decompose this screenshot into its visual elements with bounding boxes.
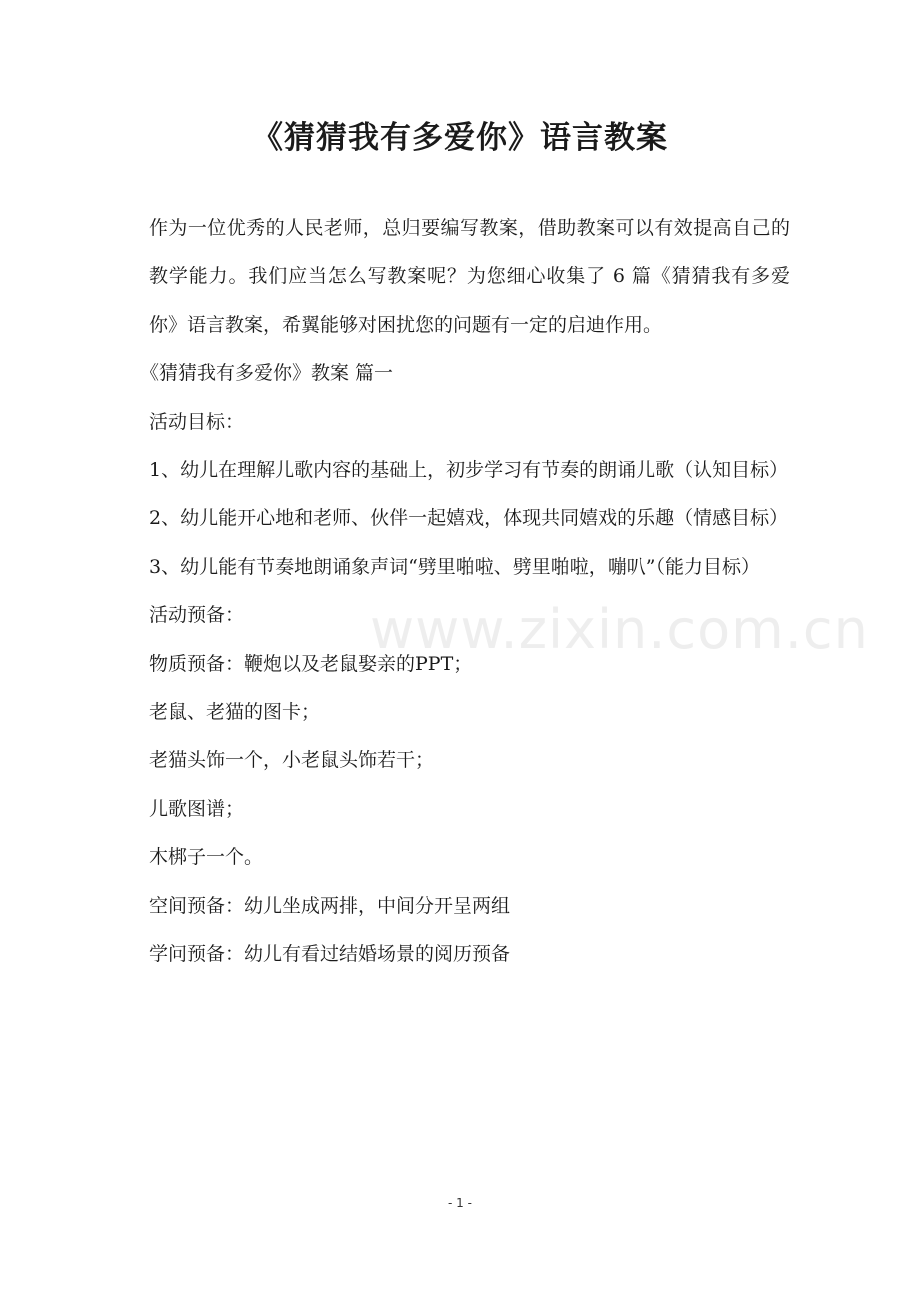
- page-number: - 1 -: [448, 1196, 472, 1210]
- activity-prep-heading: 活动预备：: [149, 604, 245, 627]
- prep-item-material: 物质预备：鞭炮以及老鼠娶亲的PPT；: [149, 652, 473, 675]
- goal-item-2: 2、幼儿能开心地和老师、伙伴一起嬉戏，体现共同嬉戏的乐趣（情感目标）: [149, 507, 789, 530]
- prep-item-cards: 老鼠、老猫的图卡；: [149, 701, 321, 724]
- goal-item-3: 3、幼儿能有节奏地朗诵象声词“劈里啪啦、劈里啪啦，嘣叭”（能力目标）: [149, 555, 761, 578]
- intro-paragraph: 作为一位优秀的人民老师，总归要编写教案，借助教案可以有效提高自己的教学能力。我们应当怎么写教案呢？为您细心收集了 6 篇《猜猜我有多爱你》语言教案，希翼能够对困扰您的问题有一定的启迪作用。: [149, 217, 790, 336]
- document-body: [140, 204, 790, 979]
- section-heading: 《猜猜我有多爱你》教案 篇一: [140, 362, 394, 385]
- prep-item-space: 空间预备：幼儿坐成两排，中间分开呈两组: [149, 894, 511, 917]
- prep-item-knowledge: 学问预备：幼儿有看过结婚场景的阅历预备: [149, 943, 511, 966]
- activity-goals-heading: 活动目标：: [149, 410, 245, 433]
- prep-item-headwear: 老猫头饰一个，小老鼠头饰若干；: [149, 749, 435, 772]
- goal-item-1: 1、幼儿在理解儿歌内容的基础上，初步学习有节奏的朗诵儿歌（认知目标）: [149, 459, 789, 482]
- document-title: 《猜猜我有多爱你》语言教案: [252, 120, 668, 156]
- prep-item-clapper: 木梆子一个。: [149, 846, 264, 869]
- watermark: www.zixin.com.cn: [370, 598, 869, 661]
- prep-item-chart: 儿歌图谱；: [149, 797, 245, 820]
